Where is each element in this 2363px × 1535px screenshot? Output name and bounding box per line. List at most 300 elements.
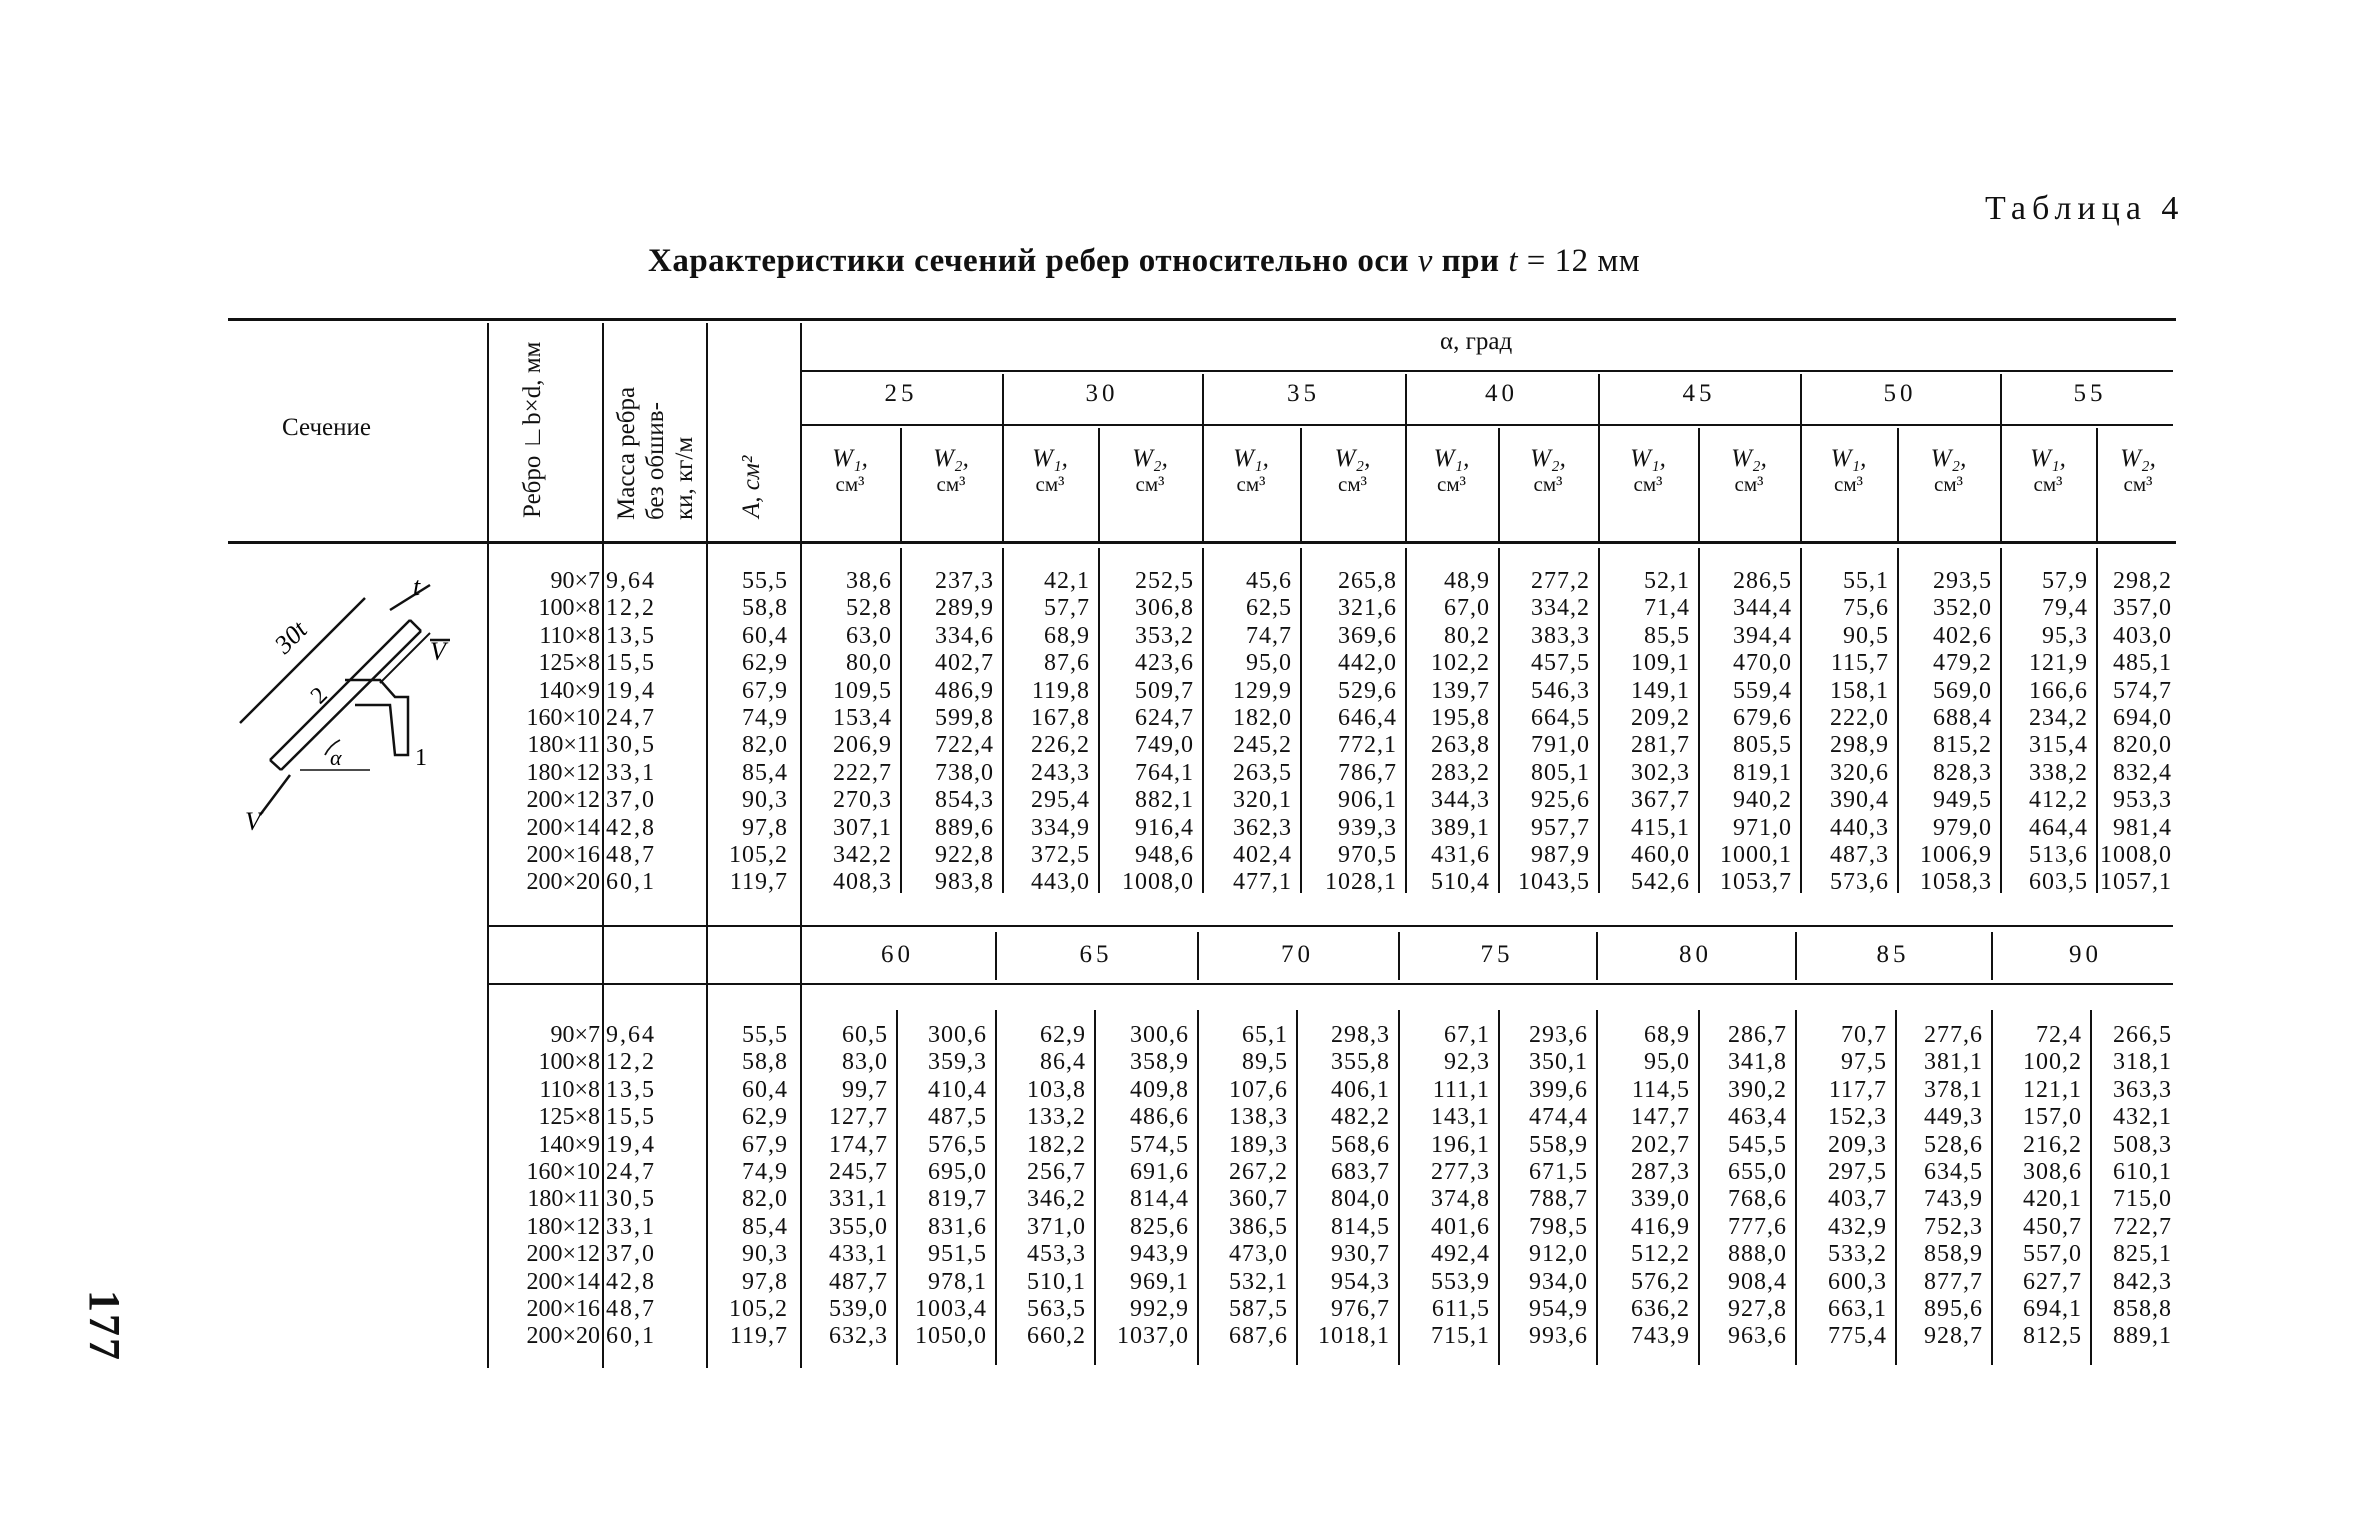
value-cell: 320,1 — [1233, 787, 1292, 814]
value-cell: 934,0 — [1529, 1268, 1588, 1295]
value-cell: 409,8 — [1130, 1076, 1189, 1103]
value-cell: 383,3 — [1531, 622, 1590, 649]
rib-cell: 160×10 — [526, 1159, 600, 1185]
title-tail: = 12 мм — [1526, 243, 1641, 279]
value-cell: 308,6 — [2023, 1159, 2082, 1185]
value-cell: 979,0 — [1933, 814, 1992, 841]
value-cell: 403,7 — [1828, 1186, 1887, 1213]
value-cell: 62,5 — [1246, 595, 1292, 622]
value-cell: 119,8 — [1031, 677, 1090, 704]
value-cell: 820,0 — [2113, 732, 2172, 759]
value-cell: 298,9 — [1830, 732, 1889, 759]
rib-cell: 140×9 — [538, 677, 600, 704]
value-cell: 882,1 — [1135, 787, 1194, 814]
value-cell: 888,0 — [1728, 1241, 1787, 1268]
rib-cell: 100×8 — [538, 595, 600, 622]
value-cell: 557,0 — [2023, 1241, 2082, 1268]
area-cell: 67,9 — [742, 677, 788, 704]
value-cell: 663,1 — [1828, 1296, 1887, 1322]
mass-cell: 37,0 — [606, 1241, 656, 1268]
rib-cell: 90×7 — [550, 1022, 600, 1048]
w-symbol: W₂, — [933, 445, 969, 472]
w-symbol: W₁, — [1433, 445, 1470, 472]
angle-label: 65 — [1079, 941, 1113, 968]
value-cell: 360,7 — [1229, 1186, 1288, 1213]
value-cell: 722,4 — [935, 732, 994, 759]
w-header — [1202, 446, 1300, 497]
value-cell: 599,8 — [935, 705, 994, 731]
value-cell: 533,2 — [1828, 1241, 1887, 1268]
value-cell: 85,5 — [1644, 622, 1690, 649]
value-cell: 487,7 — [829, 1268, 888, 1295]
value-cell: 895,6 — [1924, 1296, 1983, 1322]
value-cell: 403,0 — [2113, 622, 2172, 649]
fig-label-alpha: α — [330, 745, 342, 770]
value-cell: 237,3 — [935, 568, 994, 594]
title-t: t — [1508, 243, 1518, 279]
w-header — [1698, 446, 1800, 497]
value-cell: 206,9 — [833, 732, 892, 759]
w-symbol: W₂, — [1334, 445, 1371, 472]
angle-label: 35 — [1287, 380, 1320, 407]
area-cell: 105,2 — [729, 1296, 788, 1322]
value-cell: 42,1 — [1044, 568, 1090, 594]
value-cell: 222,7 — [833, 759, 892, 786]
angle-label: 30 — [1085, 380, 1119, 407]
value-cell: 410,4 — [928, 1076, 987, 1103]
angle-label: 75 — [1480, 941, 1514, 968]
value-cell: 949,5 — [1933, 787, 1992, 814]
value-cell: 825,6 — [1130, 1213, 1189, 1240]
value-cell: 992,9 — [1130, 1296, 1189, 1322]
value-cell: 443,0 — [1031, 869, 1090, 896]
value-cell: 542,6 — [1631, 869, 1690, 896]
angle-label: 55 — [2073, 380, 2107, 407]
value-cell: 574,7 — [2113, 677, 2172, 704]
value-cell: 632,3 — [829, 1323, 888, 1350]
value-cell: 341,8 — [1728, 1049, 1787, 1076]
value-cell: 129,9 — [1233, 677, 1292, 704]
value-cell: 263,5 — [1233, 759, 1292, 786]
value-cell: 90,5 — [1843, 622, 1889, 649]
value-cell: 266,5 — [2113, 1022, 2172, 1048]
value-cell: 318,1 — [2113, 1049, 2172, 1076]
value-cell: 679,6 — [1733, 705, 1792, 731]
mass-cell: 60,1 — [606, 869, 656, 896]
value-cell: 1058,3 — [1920, 869, 1992, 896]
rib-cell: 180×11 — [527, 1186, 600, 1213]
rule-mid-bottom — [487, 983, 2173, 985]
value-cell: 353,2 — [1135, 622, 1194, 649]
mass-cell: 33,1 — [606, 759, 656, 786]
value-cell: 509,7 — [1135, 677, 1194, 704]
value-cell: 529,6 — [1338, 677, 1397, 704]
rib-cell: 180×12 — [526, 759, 600, 786]
w-unit: см³ — [2123, 472, 2153, 496]
value-cell: 293,6 — [1529, 1022, 1588, 1048]
value-cell: 513,6 — [2029, 842, 2088, 868]
value-cell: 963,6 — [1728, 1323, 1787, 1350]
value-cell: 510,1 — [1027, 1268, 1086, 1295]
value-cell: 80,2 — [1444, 622, 1490, 649]
area-cell: 58,8 — [742, 1049, 788, 1076]
w-unit: см³ — [1533, 472, 1563, 496]
header-mass-line: ки, кг/м — [671, 436, 698, 520]
value-cell: 587,5 — [1229, 1296, 1288, 1322]
angle-label: 25 — [884, 380, 918, 407]
rib-cell: 110×8 — [539, 1076, 600, 1103]
value-cell: 189,3 — [1229, 1131, 1288, 1158]
value-cell: 70,7 — [1841, 1022, 1887, 1048]
value-cell: 402,4 — [1233, 842, 1292, 868]
value-cell: 976,7 — [1331, 1296, 1390, 1322]
value-cell: 381,1 — [1924, 1049, 1983, 1076]
value-cell: 812,5 — [2023, 1323, 2082, 1350]
value-cell: 819,7 — [928, 1186, 987, 1213]
area-cell: 119,7 — [729, 1323, 788, 1350]
value-cell: 634,5 — [1924, 1159, 1983, 1185]
rib-cell: 180×11 — [527, 732, 600, 759]
rib-cell: 200×14 — [526, 1268, 600, 1295]
value-cell: 374,8 — [1431, 1186, 1490, 1213]
mass-cell: 24,7 — [606, 1159, 656, 1185]
rib-cell: 200×12 — [526, 1241, 600, 1268]
value-cell: 357,0 — [2113, 595, 2172, 622]
w-header — [1405, 446, 1498, 497]
value-cell: 68,9 — [1044, 622, 1090, 649]
value-cell: 539,0 — [829, 1296, 888, 1322]
value-cell: 970,5 — [1338, 842, 1397, 868]
value-cell: 423,6 — [1135, 650, 1194, 677]
rib-cell: 140×9 — [538, 1131, 600, 1158]
rule-alpha — [800, 370, 2173, 372]
value-cell: 908,4 — [1728, 1268, 1787, 1295]
value-cell: 287,3 — [1631, 1159, 1690, 1185]
w-symbol: W₂, — [1731, 445, 1767, 472]
title-mid: при — [1441, 243, 1500, 279]
value-cell: 743,9 — [1631, 1323, 1690, 1350]
value-cell: 978,1 — [928, 1268, 987, 1295]
w-unit: см³ — [835, 472, 865, 496]
w-symbol: W₂, — [1132, 445, 1168, 472]
value-cell: 67,1 — [1444, 1022, 1490, 1048]
value-cell: 695,0 — [928, 1159, 987, 1185]
w-unit: см³ — [1338, 472, 1367, 496]
value-cell: 92,3 — [1444, 1049, 1490, 1076]
value-cell: 482,2 — [1331, 1104, 1390, 1131]
value-cell: 930,7 — [1331, 1241, 1390, 1268]
angle-label: 40 — [1485, 380, 1518, 407]
rule-angles — [800, 424, 2173, 426]
value-cell: 83,0 — [842, 1049, 888, 1076]
value-cell: 300,6 — [928, 1022, 987, 1048]
value-cell: 546,3 — [1531, 677, 1590, 704]
w-header — [1002, 446, 1098, 497]
value-cell: 694,1 — [2023, 1296, 2082, 1322]
value-cell: 265,8 — [1338, 568, 1397, 594]
value-cell: 256,7 — [1027, 1159, 1086, 1185]
w-header — [1498, 446, 1598, 497]
value-cell: 111,1 — [1432, 1076, 1490, 1103]
w-header — [1098, 446, 1202, 497]
value-cell: 545,5 — [1728, 1131, 1787, 1158]
value-cell: 281,7 — [1631, 732, 1690, 759]
value-cell: 401,6 — [1431, 1213, 1490, 1240]
rib-cell: 160×10 — [526, 705, 600, 731]
value-cell: 95,3 — [2042, 622, 2088, 649]
w-symbol: W₂, — [1530, 445, 1566, 472]
value-cell: 389,1 — [1431, 814, 1490, 841]
value-cell: 788,7 — [1529, 1186, 1588, 1213]
value-cell: 209,3 — [1828, 1131, 1887, 1158]
value-cell: 457,5 — [1531, 650, 1590, 677]
w-unit: см³ — [2033, 472, 2063, 496]
value-cell: 72,4 — [2036, 1022, 2082, 1048]
w-symbol: W₁, — [1032, 445, 1068, 472]
mass-cell: 37,0 — [606, 787, 656, 814]
value-cell: 109,1 — [1631, 650, 1690, 677]
value-cell: 378,1 — [1924, 1076, 1983, 1103]
area-cell: 74,9 — [742, 1159, 788, 1185]
fig-label-30t: 30t — [268, 615, 313, 660]
value-cell: 694,0 — [2113, 705, 2172, 731]
value-cell: 563,5 — [1027, 1296, 1086, 1322]
page-number: 177 — [80, 1290, 129, 1362]
rib-cell: 90×7 — [550, 568, 600, 594]
value-cell: 97,5 — [1841, 1049, 1887, 1076]
area-cell: 62,9 — [742, 650, 788, 677]
value-cell: 99,7 — [842, 1076, 888, 1103]
w-symbol: W₁, — [1630, 445, 1666, 472]
area-cell: 119,7 — [729, 869, 788, 896]
value-cell: 355,0 — [829, 1213, 888, 1240]
value-cell: 121,1 — [2023, 1076, 2082, 1103]
angle-label: 80 — [1679, 941, 1712, 968]
value-cell: 775,4 — [1828, 1323, 1887, 1350]
value-cell: 89,5 — [1242, 1049, 1288, 1076]
value-cell: 80,0 — [846, 650, 892, 677]
value-cell: 67,0 — [1444, 595, 1490, 622]
value-cell: 722,7 — [2113, 1213, 2172, 1240]
angle-label: 70 — [1281, 941, 1314, 968]
w-header — [800, 446, 900, 497]
value-cell: 453,3 — [1027, 1241, 1086, 1268]
value-cell: 927,8 — [1728, 1296, 1787, 1322]
value-cell: 671,5 — [1529, 1159, 1588, 1185]
value-cell: 297,5 — [1828, 1159, 1887, 1185]
value-cell: 828,3 — [1933, 759, 1992, 786]
value-cell: 75,6 — [1843, 595, 1889, 622]
area-cell: 82,0 — [742, 732, 788, 759]
value-cell: 306,8 — [1135, 595, 1194, 622]
value-cell: 399,6 — [1529, 1076, 1588, 1103]
value-cell: 819,1 — [1733, 759, 1792, 786]
rib-section-figure — [230, 565, 450, 835]
w-unit: см³ — [936, 472, 966, 496]
value-cell: 174,7 — [829, 1131, 888, 1158]
value-cell: 943,9 — [1130, 1241, 1189, 1268]
value-cell: 474,4 — [1529, 1104, 1588, 1131]
value-cell: 470,0 — [1733, 650, 1792, 677]
fig-label-v-bottom: V — [245, 807, 261, 835]
value-cell: 815,2 — [1933, 732, 1992, 759]
value-cell: 286,5 — [1733, 568, 1792, 594]
value-cell: 691,6 — [1130, 1159, 1189, 1185]
value-cell: 889,6 — [935, 814, 994, 841]
mass-cell: 12,2 — [606, 595, 656, 622]
value-cell: 449,3 — [1924, 1104, 1983, 1131]
value-cell: 558,9 — [1529, 1131, 1588, 1158]
value-cell: 939,3 — [1338, 814, 1397, 841]
header-alpha: α, град — [1440, 328, 1513, 355]
value-cell: 1043,5 — [1518, 869, 1590, 896]
area-cell: 97,8 — [742, 1268, 788, 1295]
value-cell: 182,2 — [1027, 1131, 1086, 1158]
value-cell: 157,0 — [2023, 1104, 2082, 1131]
value-cell: 786,7 — [1338, 759, 1397, 786]
value-cell: 38,6 — [846, 568, 892, 594]
rule-mid-top — [487, 925, 2173, 927]
w-symbol: W₂, — [1930, 445, 1967, 472]
rib-cell: 200×20 — [526, 869, 600, 896]
value-cell: 298,2 — [2113, 568, 2172, 594]
value-cell: 334,6 — [935, 622, 994, 649]
header-mass-line: без обшив- — [642, 402, 669, 520]
value-cell: 805,1 — [1531, 759, 1590, 786]
value-cell: 492,4 — [1431, 1241, 1490, 1268]
w-symbol: W₁, — [832, 445, 868, 472]
value-cell: 358,9 — [1130, 1049, 1189, 1076]
value-cell: 153,4 — [833, 705, 892, 731]
value-cell: 768,6 — [1728, 1186, 1787, 1213]
value-cell: 858,9 — [1924, 1241, 1983, 1268]
value-cell: 440,3 — [1830, 814, 1889, 841]
value-cell: 57,7 — [1044, 595, 1090, 622]
value-cell: 925,6 — [1531, 787, 1590, 814]
value-cell: 432,9 — [1828, 1213, 1887, 1240]
value-cell: 138,3 — [1229, 1104, 1288, 1131]
value-cell: 133,2 — [1027, 1104, 1086, 1131]
value-cell: 300,6 — [1130, 1022, 1189, 1048]
value-cell: 569,0 — [1933, 677, 1992, 704]
value-cell: 553,9 — [1431, 1268, 1490, 1295]
value-cell: 777,6 — [1728, 1213, 1787, 1240]
value-cell: 660,2 — [1027, 1323, 1086, 1350]
value-cell: 814,5 — [1331, 1213, 1390, 1240]
value-cell: 115,7 — [1830, 650, 1889, 677]
value-cell: 825,1 — [2113, 1241, 2172, 1268]
value-cell: 906,1 — [1338, 787, 1397, 814]
value-cell: 369,6 — [1338, 622, 1397, 649]
mass-cell: 15,5 — [606, 1104, 656, 1131]
value-cell: 512,2 — [1631, 1241, 1690, 1268]
value-cell: 87,6 — [1044, 650, 1090, 677]
value-cell: 600,3 — [1828, 1268, 1887, 1295]
value-cell: 359,3 — [928, 1049, 987, 1076]
value-cell: 912,0 — [1529, 1241, 1588, 1268]
w-symbol: W₂, — [2120, 445, 2156, 472]
title-main: Характеристики сечений ребер относительно оси — [648, 243, 1410, 279]
value-cell: 576,5 — [928, 1131, 987, 1158]
value-cell: 715,1 — [1431, 1323, 1490, 1350]
value-cell: 655,0 — [1728, 1159, 1787, 1185]
area-cell: 90,3 — [742, 1241, 788, 1268]
rule-top — [228, 318, 2176, 321]
area-cell: 60,4 — [742, 1076, 788, 1103]
angle-label: 85 — [1876, 941, 1910, 968]
value-cell: 611,5 — [1431, 1296, 1490, 1322]
value-cell: 688,4 — [1933, 705, 1992, 731]
value-cell: 52,8 — [846, 595, 892, 622]
value-cell: 216,2 — [2023, 1131, 2082, 1158]
value-cell: 969,1 — [1130, 1268, 1189, 1295]
value-cell: 1057,1 — [2100, 869, 2172, 896]
value-cell: 408,3 — [833, 869, 892, 896]
value-cell: 568,6 — [1331, 1131, 1390, 1158]
value-cell: 263,8 — [1431, 732, 1490, 759]
value-cell: 842,3 — [2113, 1268, 2172, 1295]
value-cell: 331,1 — [829, 1186, 888, 1213]
value-cell: 953,3 — [2113, 787, 2172, 814]
value-cell: 143,1 — [1431, 1104, 1490, 1131]
value-cell: 334,9 — [1031, 814, 1090, 841]
value-cell: 245,7 — [829, 1159, 888, 1185]
value-cell: 55,1 — [1843, 568, 1889, 594]
value-cell: 477,1 — [1233, 869, 1292, 896]
value-cell: 981,4 — [2113, 814, 2172, 841]
header-mass — [612, 387, 699, 520]
value-cell: 573,6 — [1830, 869, 1889, 896]
w-unit: см³ — [1135, 472, 1165, 496]
fig-label-t: t — [413, 572, 421, 601]
value-cell: 610,1 — [2113, 1159, 2172, 1185]
value-cell: 226,2 — [1031, 732, 1090, 759]
value-cell: 95,0 — [1246, 650, 1292, 677]
value-cell: 971,0 — [1733, 814, 1792, 841]
value-cell: 1008,0 — [2100, 842, 2172, 868]
value-cell: 149,1 — [1631, 677, 1690, 704]
value-cell: 831,6 — [928, 1213, 987, 1240]
mass-cell: 33,1 — [606, 1213, 656, 1240]
rib-cell: 180×12 — [526, 1213, 600, 1240]
mass-cell: 42,8 — [606, 814, 656, 841]
value-cell: 738,0 — [935, 759, 994, 786]
value-cell: 68,9 — [1644, 1022, 1690, 1048]
value-cell: 464,4 — [2029, 814, 2088, 841]
value-cell: 431,6 — [1431, 842, 1490, 868]
value-cell: 624,7 — [1135, 705, 1194, 731]
value-cell: 877,7 — [1924, 1268, 1983, 1295]
value-cell: 102,2 — [1431, 650, 1490, 677]
w-header — [900, 446, 1002, 497]
value-cell: 485,1 — [2113, 650, 2172, 677]
value-cell: 367,7 — [1631, 787, 1690, 814]
value-cell: 277,2 — [1531, 568, 1590, 594]
area-cell: 90,3 — [742, 787, 788, 814]
value-cell: 355,8 — [1331, 1049, 1390, 1076]
value-cell: 52,1 — [1644, 568, 1690, 594]
value-cell: 121,9 — [2029, 650, 2088, 677]
w-header — [1897, 446, 2000, 497]
value-cell: 166,6 — [2029, 677, 2088, 704]
value-cell: 804,0 — [1331, 1186, 1390, 1213]
rib-cell: 200×20 — [526, 1323, 600, 1350]
value-cell: 307,1 — [833, 814, 892, 841]
value-cell: 814,4 — [1130, 1186, 1189, 1213]
area-cell: 85,4 — [742, 1213, 788, 1240]
area-cell: 97,8 — [742, 814, 788, 841]
value-cell: 510,4 — [1431, 869, 1490, 896]
